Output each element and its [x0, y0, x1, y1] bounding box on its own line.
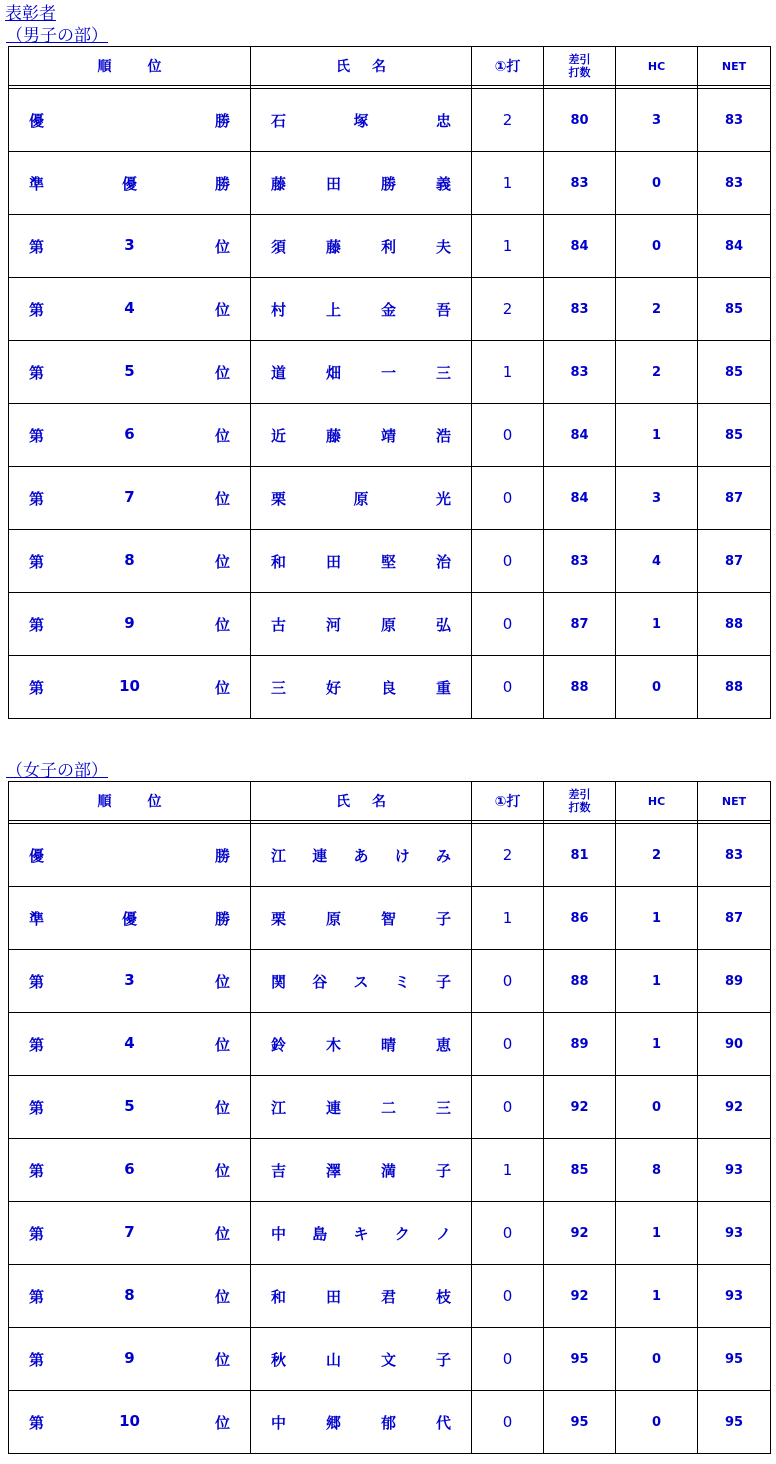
name-cell: 栗 原 光 — [251, 467, 472, 530]
rank-cell: 第 7 位 — [9, 467, 251, 530]
birdie-cell: 0 — [472, 467, 544, 530]
diff-header: 差引 打数 — [544, 782, 616, 821]
hc-cell: 0 — [616, 1328, 698, 1391]
birdie-cell: 2 — [472, 278, 544, 341]
name-cell: 三 好 良 重 — [251, 656, 472, 719]
net-header: NET — [698, 47, 771, 86]
diff-header: 差引 打数 — [544, 47, 616, 86]
rank-cell: 第 9 位 — [9, 1328, 251, 1391]
name-cell: 中 島 キ ク ノ — [251, 1202, 472, 1265]
name-cell: 中 郷 郁 代 — [251, 1391, 472, 1454]
name-cell: 栗 原 智 子 — [251, 887, 472, 950]
table-row — [9, 1328, 771, 1391]
net-header: NET — [698, 782, 771, 821]
hc-cell: 8 — [616, 1139, 698, 1202]
hc-cell: 0 — [616, 152, 698, 215]
table-row — [9, 656, 771, 719]
diff-cell: 84 — [544, 467, 616, 530]
birdie-cell: 0 — [472, 1391, 544, 1454]
net-cell: 84 — [698, 215, 771, 278]
diff-cell: 83 — [544, 530, 616, 593]
diff-cell: 85 — [544, 1139, 616, 1202]
name-cell: 鈴 木 晴 恵 — [251, 1013, 472, 1076]
birdie-cell: 0 — [472, 950, 544, 1013]
rank-cell: 第 6 位 — [9, 404, 251, 467]
section-title-men: （男子の部） — [6, 26, 108, 46]
birdie-cell: 0 — [472, 656, 544, 719]
rank-cell: 優 勝 — [9, 824, 251, 887]
diff-cell: 84 — [544, 215, 616, 278]
section-title-women: （女子の部） — [6, 761, 108, 781]
table-row — [9, 215, 771, 278]
hc-cell: 1 — [616, 593, 698, 656]
table-row — [9, 824, 771, 887]
table-row — [9, 1139, 771, 1202]
name-cell: 古 河 原 弘 — [251, 593, 472, 656]
rank-cell: 第 10 位 — [9, 1391, 251, 1454]
net-cell: 83 — [698, 824, 771, 887]
hc-cell: 2 — [616, 278, 698, 341]
table-row — [9, 887, 771, 950]
birdie-header: ①打 — [472, 47, 544, 86]
diff-cell: 92 — [544, 1202, 616, 1265]
diff-cell: 83 — [544, 152, 616, 215]
birdie-cell: 0 — [472, 1328, 544, 1391]
hc-cell: 3 — [616, 89, 698, 152]
diff-cell: 83 — [544, 341, 616, 404]
birdie-cell: 1 — [472, 887, 544, 950]
hc-cell: 0 — [616, 1076, 698, 1139]
hc-cell: 0 — [616, 656, 698, 719]
name-cell: 和 田 君 枝 — [251, 1265, 472, 1328]
hc-cell: 1 — [616, 1013, 698, 1076]
diff-cell: 95 — [544, 1391, 616, 1454]
rank-cell: 第 6 位 — [9, 1139, 251, 1202]
net-cell: 83 — [698, 89, 771, 152]
birdie-cell: 0 — [472, 404, 544, 467]
net-cell: 83 — [698, 152, 771, 215]
header-row — [9, 47, 771, 86]
birdie-cell: 1 — [472, 215, 544, 278]
rank-cell: 第 4 位 — [9, 278, 251, 341]
birdie-cell: 1 — [472, 152, 544, 215]
table-row — [9, 278, 771, 341]
rank-cell: 第 10 位 — [9, 656, 251, 719]
table-row — [9, 950, 771, 1013]
women-results-table — [8, 781, 771, 1454]
diff-cell: 92 — [544, 1076, 616, 1139]
table-row — [9, 1391, 771, 1454]
hc-cell: 0 — [616, 1391, 698, 1454]
rank-cell: 第 7 位 — [9, 1202, 251, 1265]
page-title: 表彰者 — [5, 4, 56, 24]
rank-cell: 第 5 位 — [9, 1076, 251, 1139]
rank-cell: 準 優 勝 — [9, 887, 251, 950]
rank-cell: 優 勝 — [9, 89, 251, 152]
men-results-table — [8, 46, 771, 719]
hc-header: HC — [616, 782, 698, 821]
hc-cell: 1 — [616, 1265, 698, 1328]
diff-cell: 80 — [544, 89, 616, 152]
table-row — [9, 530, 771, 593]
diff-cell: 95 — [544, 1328, 616, 1391]
name-cell: 吉 澤 満 子 — [251, 1139, 472, 1202]
hc-cell: 1 — [616, 887, 698, 950]
table-row — [9, 341, 771, 404]
rank-cell: 準 優 勝 — [9, 152, 251, 215]
net-cell: 93 — [698, 1202, 771, 1265]
net-cell: 90 — [698, 1013, 771, 1076]
name-cell: 道 畑 一 三 — [251, 341, 472, 404]
name-cell: 石 塚 忠 — [251, 89, 472, 152]
birdie-cell: 2 — [472, 89, 544, 152]
diff-cell: 89 — [544, 1013, 616, 1076]
rank-cell: 第 5 位 — [9, 341, 251, 404]
table-row — [9, 1013, 771, 1076]
diff-cell: 86 — [544, 887, 616, 950]
hc-cell: 2 — [616, 824, 698, 887]
rank-cell: 第 3 位 — [9, 215, 251, 278]
birdie-cell: 0 — [472, 1013, 544, 1076]
table-row — [9, 1265, 771, 1328]
name-cell: 近 藤 靖 浩 — [251, 404, 472, 467]
birdie-cell: 0 — [472, 1265, 544, 1328]
table-row — [9, 1202, 771, 1265]
diff-cell: 87 — [544, 593, 616, 656]
hc-header: HC — [616, 47, 698, 86]
hc-cell: 0 — [616, 215, 698, 278]
net-cell: 85 — [698, 278, 771, 341]
rank-cell: 第 3 位 — [9, 950, 251, 1013]
diff-cell: 81 — [544, 824, 616, 887]
net-cell: 88 — [698, 656, 771, 719]
net-cell: 89 — [698, 950, 771, 1013]
birdie-header: ①打 — [472, 782, 544, 821]
rank-cell: 第 8 位 — [9, 530, 251, 593]
name-cell: 村 上 金 吾 — [251, 278, 472, 341]
birdie-cell: 0 — [472, 593, 544, 656]
birdie-cell: 0 — [472, 1076, 544, 1139]
name-cell: 須 藤 利 夫 — [251, 215, 472, 278]
name-cell: 藤 田 勝 義 — [251, 152, 472, 215]
diff-cell: 84 — [544, 404, 616, 467]
net-cell: 95 — [698, 1391, 771, 1454]
table-row — [9, 404, 771, 467]
birdie-cell: 0 — [472, 530, 544, 593]
hc-cell: 1 — [616, 404, 698, 467]
table-row — [9, 152, 771, 215]
net-cell: 85 — [698, 341, 771, 404]
diff-cell: 88 — [544, 656, 616, 719]
hc-cell: 1 — [616, 1202, 698, 1265]
rank-header: 順 位 — [9, 47, 251, 86]
name-header: 氏 名 — [251, 47, 472, 86]
diff-cell: 83 — [544, 278, 616, 341]
hc-cell: 2 — [616, 341, 698, 404]
net-cell: 93 — [698, 1139, 771, 1202]
net-cell: 92 — [698, 1076, 771, 1139]
rank-header: 順 位 — [9, 782, 251, 821]
net-cell: 87 — [698, 530, 771, 593]
rank-cell: 第 4 位 — [9, 1013, 251, 1076]
rank-cell: 第 9 位 — [9, 593, 251, 656]
name-cell: 江 連 あ け み — [251, 824, 472, 887]
diff-cell: 88 — [544, 950, 616, 1013]
net-cell: 88 — [698, 593, 771, 656]
rank-cell: 第 8 位 — [9, 1265, 251, 1328]
header-row — [9, 782, 771, 821]
table-row — [9, 467, 771, 530]
name-cell: 和 田 堅 治 — [251, 530, 472, 593]
name-header: 氏 名 — [251, 782, 472, 821]
net-cell: 85 — [698, 404, 771, 467]
birdie-cell: 1 — [472, 341, 544, 404]
birdie-cell: 1 — [472, 1139, 544, 1202]
net-cell: 87 — [698, 887, 771, 950]
name-cell: 関 谷 ス ミ 子 — [251, 950, 472, 1013]
table-row — [9, 1076, 771, 1139]
birdie-cell: 0 — [472, 1202, 544, 1265]
hc-cell: 4 — [616, 530, 698, 593]
net-cell: 93 — [698, 1265, 771, 1328]
name-cell: 秋 山 文 子 — [251, 1328, 472, 1391]
table-row — [9, 89, 771, 152]
net-cell: 87 — [698, 467, 771, 530]
net-cell: 95 — [698, 1328, 771, 1391]
hc-cell: 1 — [616, 950, 698, 1013]
diff-cell: 92 — [544, 1265, 616, 1328]
birdie-cell: 2 — [472, 824, 544, 887]
name-cell: 江 連 二 三 — [251, 1076, 472, 1139]
hc-cell: 3 — [616, 467, 698, 530]
table-row — [9, 593, 771, 656]
